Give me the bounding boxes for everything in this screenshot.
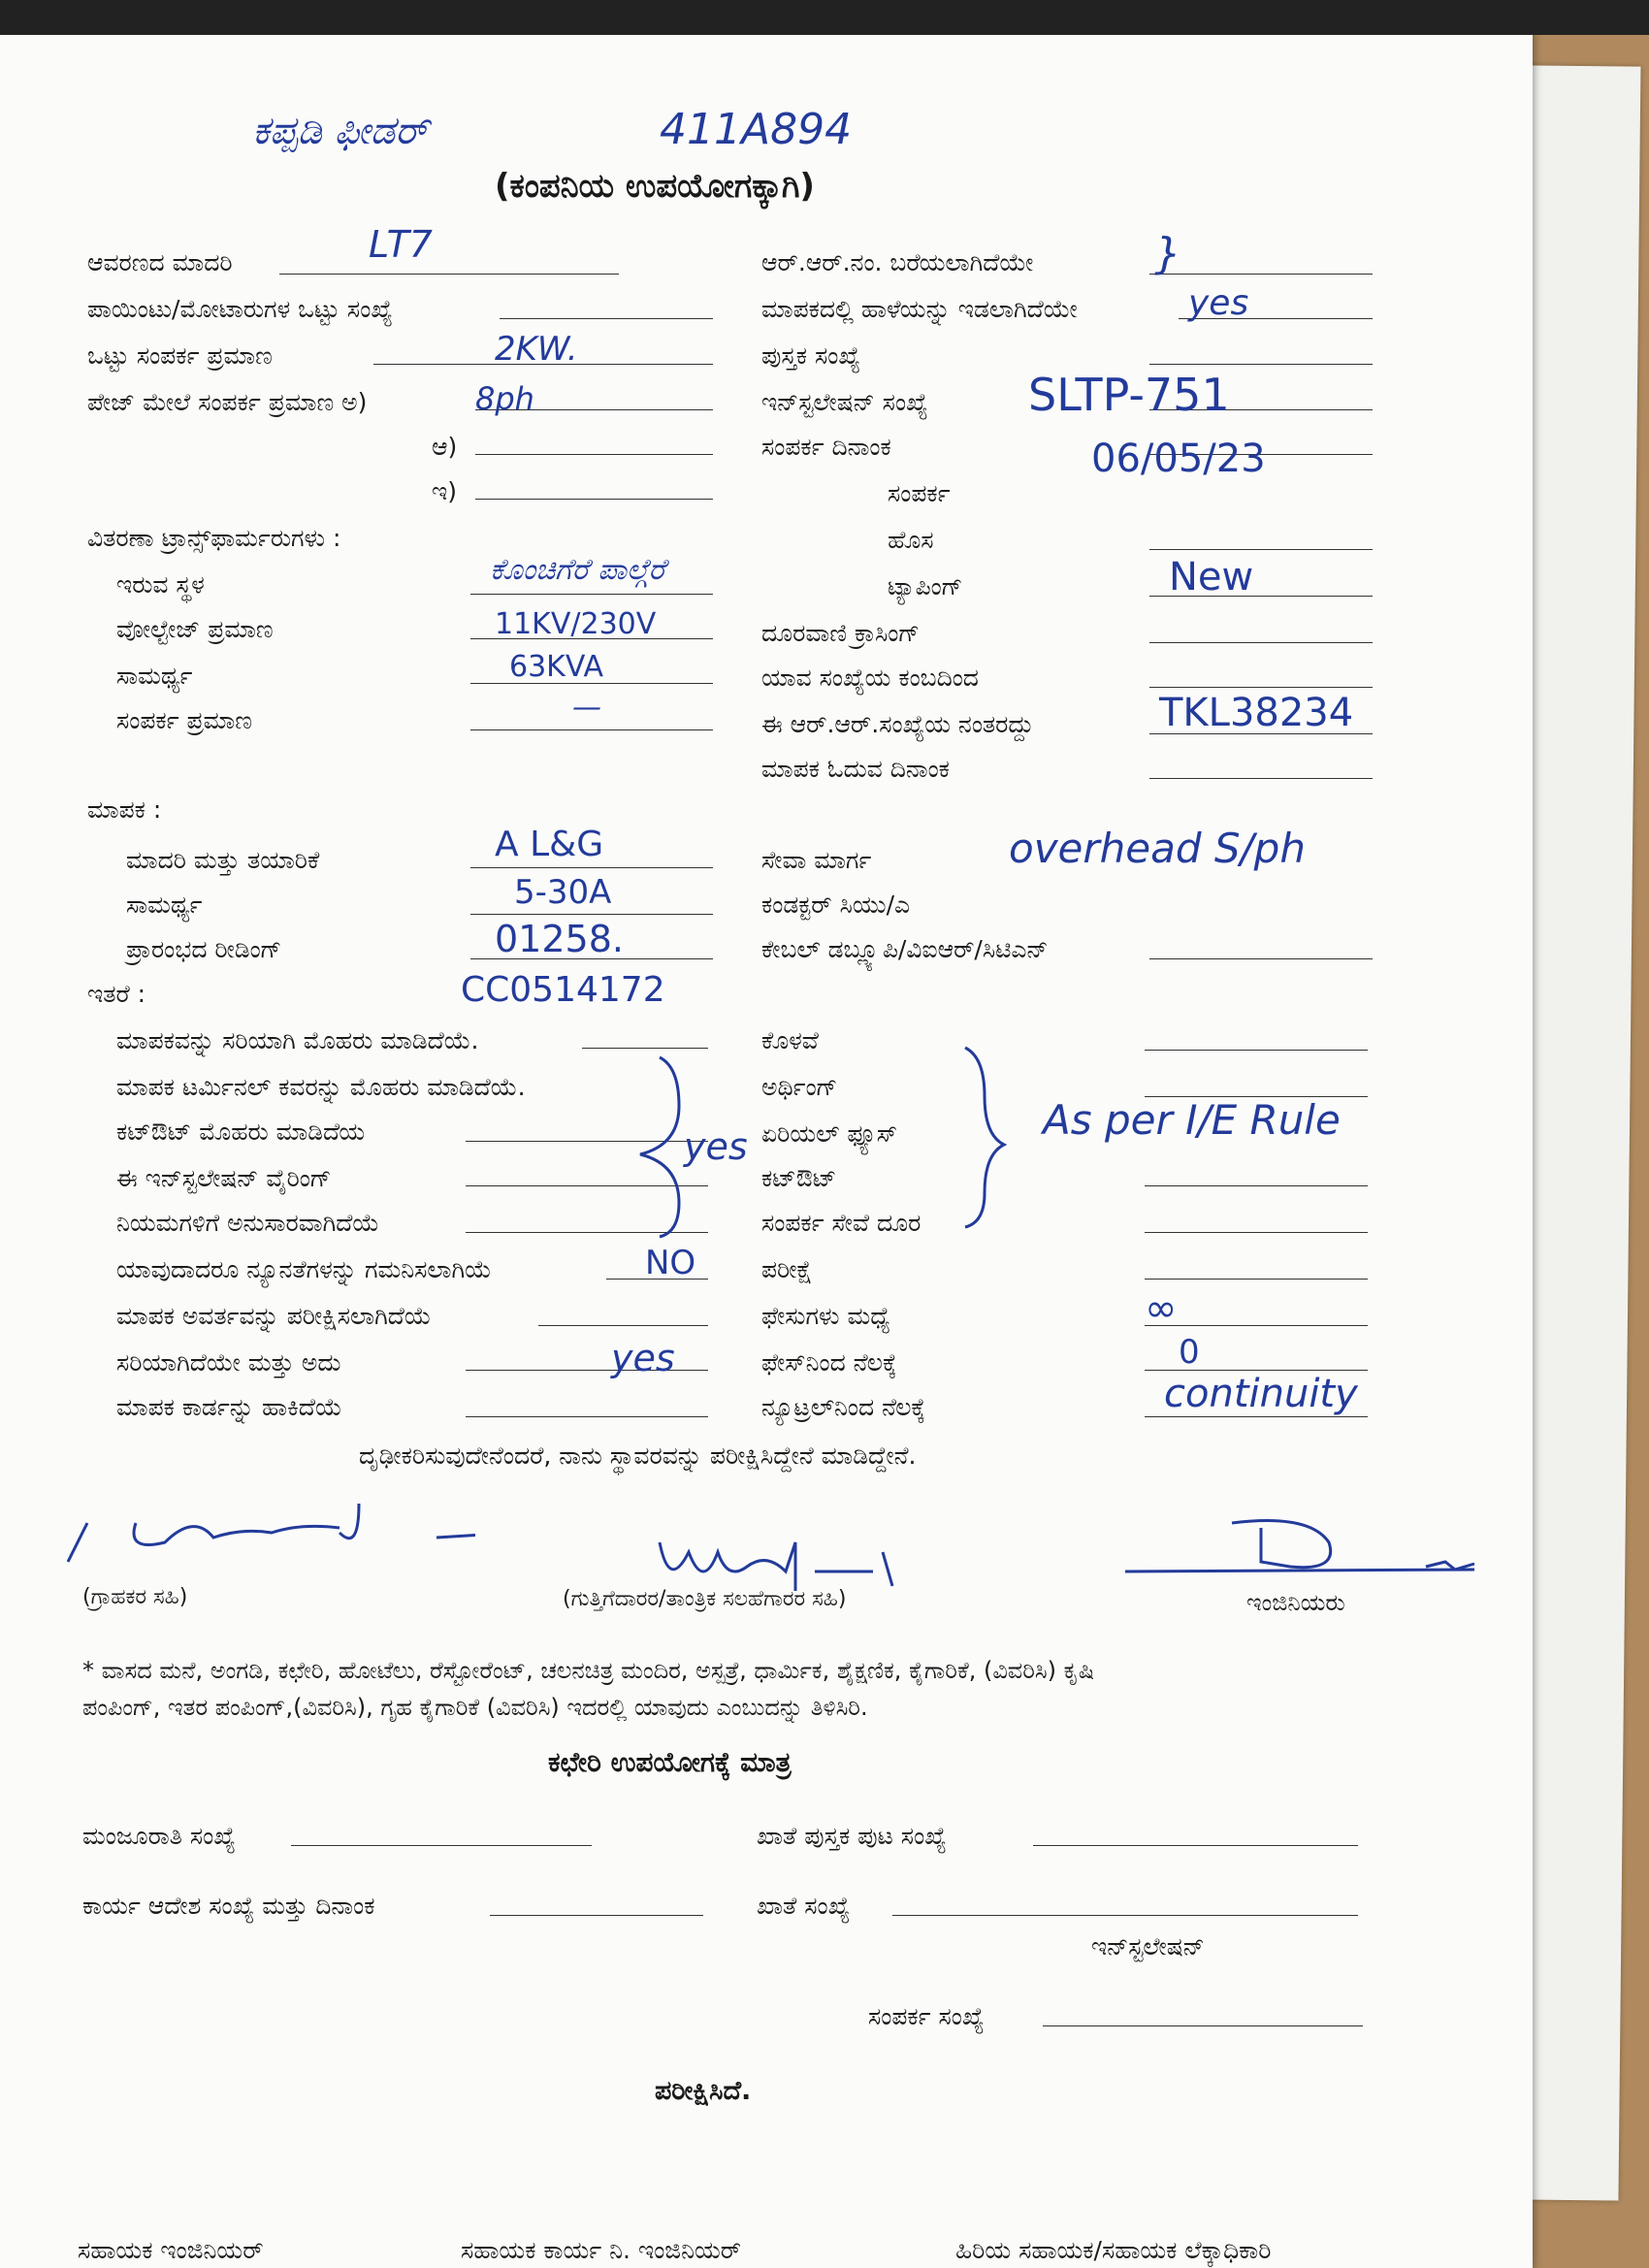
engineer-signature — [1116, 1513, 1484, 1581]
field-value-meter-model: A L&G — [495, 825, 604, 864]
page-title: (ಕಂಪನಿಯ ಉಪಯೋಗಕ್ಕಾಗಿ) — [495, 167, 815, 206]
check-label-cutout: ಕಟ್‌ಔಟ್ — [761, 1164, 837, 1192]
contractor-signature-label: (ಗುತ್ತಿಗೆದಾರರ/ತಾಂತ್ರಿಕ ಸಲಹೆಗಾರರ ಸಹಿ) — [563, 1587, 847, 1611]
field-label-total-load: ಒಟ್ಟು ಸಂಪರ್ಕ ಪ್ರಮಾಣ — [87, 341, 273, 370]
field-label-phase-load-c: ಇ) — [432, 477, 458, 505]
field-line — [1145, 1050, 1368, 1051]
check-label-defects: ಯಾವುದಾದರೂ ನ್ಯೂನತೆಗಳನ್ನು ಗಮನಿಸಲಾಗಿಯೆ — [116, 1255, 492, 1283]
check-label-neutral-earth: ನ್ಯೂಟ್ರಲ್‌ನಿಂದ ನೆಲಕ್ಕೆ — [761, 1393, 926, 1421]
premises-note-line2: ಪಂಪಿಂಗ್, ಇತರ ಪಂಪಿಂಗ್,(ವಿವರಿಸಿ), ಗೃಹ ಕೈಗಾರಿಕೆ (ವಿವರಿಸಿ) ಇದರಲ್ಲಿ ಯಾವುದು ಎಂಬುದನ್ನು ತಿಳಿಸಿರಿ. — [82, 1694, 868, 1721]
checked-label: ಪರೀಕ್ಷಿಸಿದೆ. — [655, 2076, 752, 2106]
field-line — [470, 594, 713, 595]
field-line — [1145, 1325, 1368, 1326]
field-label-sheet-placed: ಮಾಪಕದಲ್ಲಿ ಹಾಳೆಯನ್ನು ಇಡಲಾಗಿದೆಯೇ — [761, 295, 1078, 323]
check-label-aerial-fuse: ಏರಿಯಲ್ ಫ್ಯೂಸ್ — [761, 1119, 898, 1148]
scan-edge — [0, 0, 1649, 35]
check-label-rules: ನಿಯಮಗಳಿಗೆ ಅನುಸಾರವಾಗಿದೆಯೆ — [116, 1209, 380, 1237]
field-line — [1033, 1845, 1358, 1846]
field-label-installation-no: ಇನ್‌ಸ್ಟಲೇಷನ್ ಸಂಖ್ಯೆ — [761, 388, 928, 416]
field-line — [470, 729, 713, 730]
check-label-terminal-sealed: ಮಾಪಕ ಟರ್ಮಿನಲ್ ಕವರನ್ನು ಮೊಹರು ಮಾಡಿದೆಯೆ. — [116, 1073, 526, 1101]
work-order-label: ಕಾರ್ಯ ಆದೇಶ ಸಂಖ್ಯೆ ಮತ್ತು ದಿನಾಂಕ — [82, 1892, 375, 1920]
field-value-tapping: New — [1169, 555, 1254, 599]
correct-yes-value: yes — [611, 1337, 675, 1379]
field-line — [1145, 1416, 1368, 1417]
neutral-earth-value: continuity — [1164, 1372, 1358, 1416]
check-label-between-phases: ಫೇಸುಗಳು ಮಧ್ಯೆ — [761, 1302, 890, 1330]
field-value-voltage: 11KV/230V — [495, 607, 657, 641]
sanction-no-label: ಮಂಜೂರಾತಿ ಸಂಖ್ಯೆ — [82, 1822, 236, 1850]
check-label-phase-earth: ಫೇಸ್‌ನಿಂದ ನೆಲಕ್ಕೆ — [761, 1348, 897, 1377]
field-label-connected-load: ಸಂಪರ್ಕ ಪ್ರಮಾಣ — [116, 706, 252, 734]
field-label-conductor: ಕಂಡಕ್ಟರ್ ಸಿಯು/ಎ — [761, 891, 911, 919]
check-label-wiring: ಈ ಇನ್‌ಸ್ಟಲೇಷನ್ ವೈರಿಂಗ್ — [116, 1164, 332, 1192]
declaration-text: ದೃಢೀಕರಿಸುವುದೇನೆಂದರೆ, ನಾನು ಸ್ಥಾವರವನ್ನು ಪರೀಕ್ಷಿಸಿದ್ದೇನೆ ಮಾಡಿದ್ದೇನೆ. — [359, 1442, 917, 1470]
field-line — [1149, 274, 1373, 275]
field-value-initial-reading: 01258. — [495, 918, 624, 960]
field-label-voltage: ವೋಲ್ಟೇಜ್ ಪ್ರಮಾಣ — [116, 615, 274, 643]
check-label-cutout-sealed: ಕಟ್‌ಔಟ್ ಮೊಹರು ಮಾಡಿದೆಯ — [116, 1118, 366, 1146]
field-label-cable: ಕೇಬಲ್ ಡಬ್ಲ್ಯೂಪಿ/ವಿಐಆರ್/ಸಿಟಿಎನ್ — [761, 935, 1049, 963]
handwritten-feeder: ಕಪ್ಪಡಿ ಫೀಡರ್ — [252, 109, 429, 153]
field-line — [1149, 958, 1373, 959]
account-no-label: ಖಾತೆ ಸಂಖ್ಯೆ — [757, 1892, 851, 1920]
field-value-sheet-placed: yes — [1188, 283, 1249, 323]
field-line — [291, 1845, 592, 1846]
field-label-telephone-crossing: ದೂರವಾಣಿ ಕ್ರಾಸಿಂಗ್ — [761, 619, 920, 647]
field-value-capacity: 63KVA — [509, 650, 603, 684]
defects-value: NO — [645, 1244, 696, 1282]
field-value-total-load: 2KW. — [495, 330, 578, 369]
field-line — [466, 1416, 708, 1417]
field-label-new: ಹೊಸ — [888, 526, 934, 554]
as-per-rule-value: As per I/E Rule — [1043, 1096, 1341, 1144]
office-use-title: ಕಛೇರಿ ಉಪಯೋಗಕ್ಕೆ ಮಾತ್ರ — [548, 1746, 792, 1778]
field-label-meter-model: ಮಾದರಿ ಮತ್ತು ತಯಾರಿಕೆ — [126, 846, 320, 874]
field-line — [892, 1915, 1358, 1916]
engineer-signature-label: ಇಂಜಿನಿಯರು — [1246, 1589, 1345, 1616]
check-label-meter-card: ಮಾಪಕ ಕಾರ್ಡನ್ನು ಹಾಕಿದೆಯೆ — [116, 1393, 342, 1421]
section-heading-transformers: ವಿತರಣಾ ಟ್ರಾನ್ಸ್‌ಫಾರ್ಮರುಗಳು : — [87, 524, 341, 552]
customer-signature-label: (ಗ್ರಾಹಕರ ಸಹಿ) — [82, 1585, 188, 1609]
handwritten-number: 411A894 — [660, 105, 853, 154]
section-heading-others: ಇತರೆ : — [87, 980, 146, 1008]
field-label-tapping: ಟ್ಯಾಪಿಂಗ್ — [888, 572, 963, 600]
field-label-initial-reading: ಪ್ರಾರಂಭದ ರೀಡಿಂಗ್ — [126, 935, 282, 963]
field-label-service-line: ಸೇವಾ ಮಾರ್ಗ — [761, 846, 872, 874]
field-value-meter-capacity: 5-30A — [514, 873, 612, 912]
field-value-connected-load: — — [572, 691, 601, 725]
footer-accounts-officer: ಹಿರಿಯ ಸಹಾಯಕ/ಸಹಾಯಕ ಲೆಕ್ಕಾಧಿಕಾರಿ — [955, 2236, 1272, 2264]
field-value-rr-written: } — [1154, 229, 1181, 278]
field-label-points-total: ಪಾಯಿಂಟು/ಮೋಟಾರುಗಳ ಒಟ್ಟು ಸಂಖ್ಯೆ — [87, 295, 393, 323]
field-line — [1149, 642, 1373, 643]
field-line — [1145, 1185, 1368, 1186]
check-label-correct: ಸರಿಯಾಗಿದೆಯೇ ಮತ್ತು ಅದು — [116, 1348, 341, 1377]
field-line — [279, 274, 619, 275]
field-label-phase-load-a: ಪೇಜ್ ಮೇಲೆ ಸಂಪರ್ಕ ಪ್ರಮಾಣ ಅ) — [87, 388, 368, 416]
ledger-page-label: ಖಾತೆ ಪುಸ್ತಕ ಪುಟ ಸಂಖ್ಯೆ — [757, 1822, 947, 1850]
field-value-connection-date: 06/05/23 — [1091, 437, 1266, 481]
premises-note-line1: * ವಾಸದ ಮನೆ, ಅಂಗಡಿ, ಕಛೇರಿ, ಹೋಟೆಲು, ರೆಸ್ಟೋರೆಂಟ್, ಚಲನಚಿತ್ರ ಮಂದಿರ, ಅಸ್ಪತ್ರೆ, ಧಾರ್ಮಿಕ, ಶೈಕ್ಷಣಿಕ, ಕೈಗಾರಿಕೆ, (ವಿವರಿಸಿ) ಕೃಷಿ — [82, 1657, 1095, 1684]
field-line — [1149, 549, 1373, 550]
field-label-premises-type: ಆವರಣದ ಮಾದರಿ — [87, 248, 233, 276]
field-label-meter-reading-date: ಮಾಪಕ ಓದುವ ದಿನಾಂಕ — [761, 755, 950, 783]
field-line — [1149, 364, 1373, 365]
field-line — [470, 867, 713, 868]
field-line — [1145, 1279, 1368, 1280]
check-label-earthing: ಅರ್ಥಿಂಗ್ — [761, 1073, 838, 1101]
field-label-capacity: ಸಾಮರ್ಥ್ಯ — [116, 662, 193, 690]
field-line — [1145, 1232, 1368, 1233]
field-label-phase-load-b: ಆ) — [432, 433, 458, 461]
right-bracket-mark — [955, 1038, 1014, 1232]
installation-label: ಇನ್‌ಸ್ಟಲೇಷನ್ — [1091, 1932, 1205, 1960]
field-line — [500, 318, 713, 319]
field-line — [490, 1915, 703, 1916]
check-label-test: ಪರೀಕ್ಷೆ — [761, 1255, 813, 1283]
field-line — [470, 914, 713, 915]
phase-earth-value: 0 — [1179, 1333, 1200, 1372]
footer-assistant-engineer: ಸಹಾಯಕ ಇಂಜಿನಿಯರ್ — [78, 2236, 264, 2264]
field-value-service-line: overhead S/ph — [1009, 825, 1306, 872]
field-line — [475, 454, 713, 455]
check-label-service-distance: ಸಂಪರ್ಕ ಸೇವೆ ದೂರ — [761, 1209, 922, 1237]
field-label-next-rr: ಈ ಆರ್.ಆರ್.ಸಂಖ್ಯೆಯ ನಂತರದ್ದು — [761, 710, 1034, 738]
field-line — [1149, 778, 1373, 779]
field-value-phase-load-a: 8ph — [475, 380, 534, 417]
yes-bracket-value: yes — [684, 1125, 748, 1168]
field-line — [475, 499, 713, 500]
field-label-pole-no: ಯಾವ ಸಂಖ್ಯೆಯ ಕಂಬದಿಂದ — [761, 664, 979, 692]
field-label-book-no: ಪುಸ್ತಕ ಸಂಖ್ಯೆ — [761, 341, 860, 370]
footer-assistant-exec-engineer: ಸಹಾಯಕ ಕಾರ್ಯ ನಿ. ಇಂಜಿನಿಯರ್ — [461, 2236, 742, 2264]
field-value-next-rr: TKL38234 — [1159, 691, 1354, 735]
field-label-connection: ಸಂಪರ್ಕ — [888, 479, 951, 507]
field-line — [1043, 2025, 1363, 2026]
check-label-meter-cycle: ಮಾಪಕ ಅವರ್ತವನ್ನು ಪರೀಕ್ಷಿಸಲಾಗಿದೆಯೆ — [116, 1302, 432, 1330]
field-label-location: ಇರುವ ಸ್ಥಳ — [116, 570, 205, 599]
check-label-conduit: ಕೊಳವೆ — [761, 1026, 819, 1054]
meter-serial-number: CC0514172 — [461, 970, 665, 1010]
field-label-rr-written: ಆರ್.ಆರ್.ನಂ. ಬರೆಯಲಾಗಿದೆಯೇ — [761, 248, 1034, 276]
customer-signature — [48, 1484, 475, 1571]
field-value-premises-type: LT7 — [369, 223, 433, 266]
field-line — [1149, 687, 1373, 688]
field-value-installation-no: SLTP-751 — [1028, 369, 1230, 421]
field-line — [538, 1325, 708, 1326]
between-phases-value: ∞ — [1145, 1286, 1178, 1331]
connection-no-label: ಸಂಪರ್ಕ ಸಂಖ್ಯೆ — [868, 2002, 985, 2030]
field-label-meter-capacity: ಸಾಮರ್ಥ್ಯ — [126, 891, 203, 919]
field-label-connection-date: ಸಂಪರ್ಕ ದಿನಾಂಕ — [761, 433, 891, 461]
check-label-meter-sealed: ಮಾಪಕವನ್ನು ಸರಿಯಾಗಿ ಮೊಹರು ಮಾಡಿದೆಯೆ. — [116, 1026, 479, 1054]
section-heading-meter: ಮಾಪಕ : — [87, 795, 162, 824]
field-value-location: ಕೊಂಚಿಗೆರೆ ಪಾಲ್ಗೆರೆ — [490, 553, 665, 587]
